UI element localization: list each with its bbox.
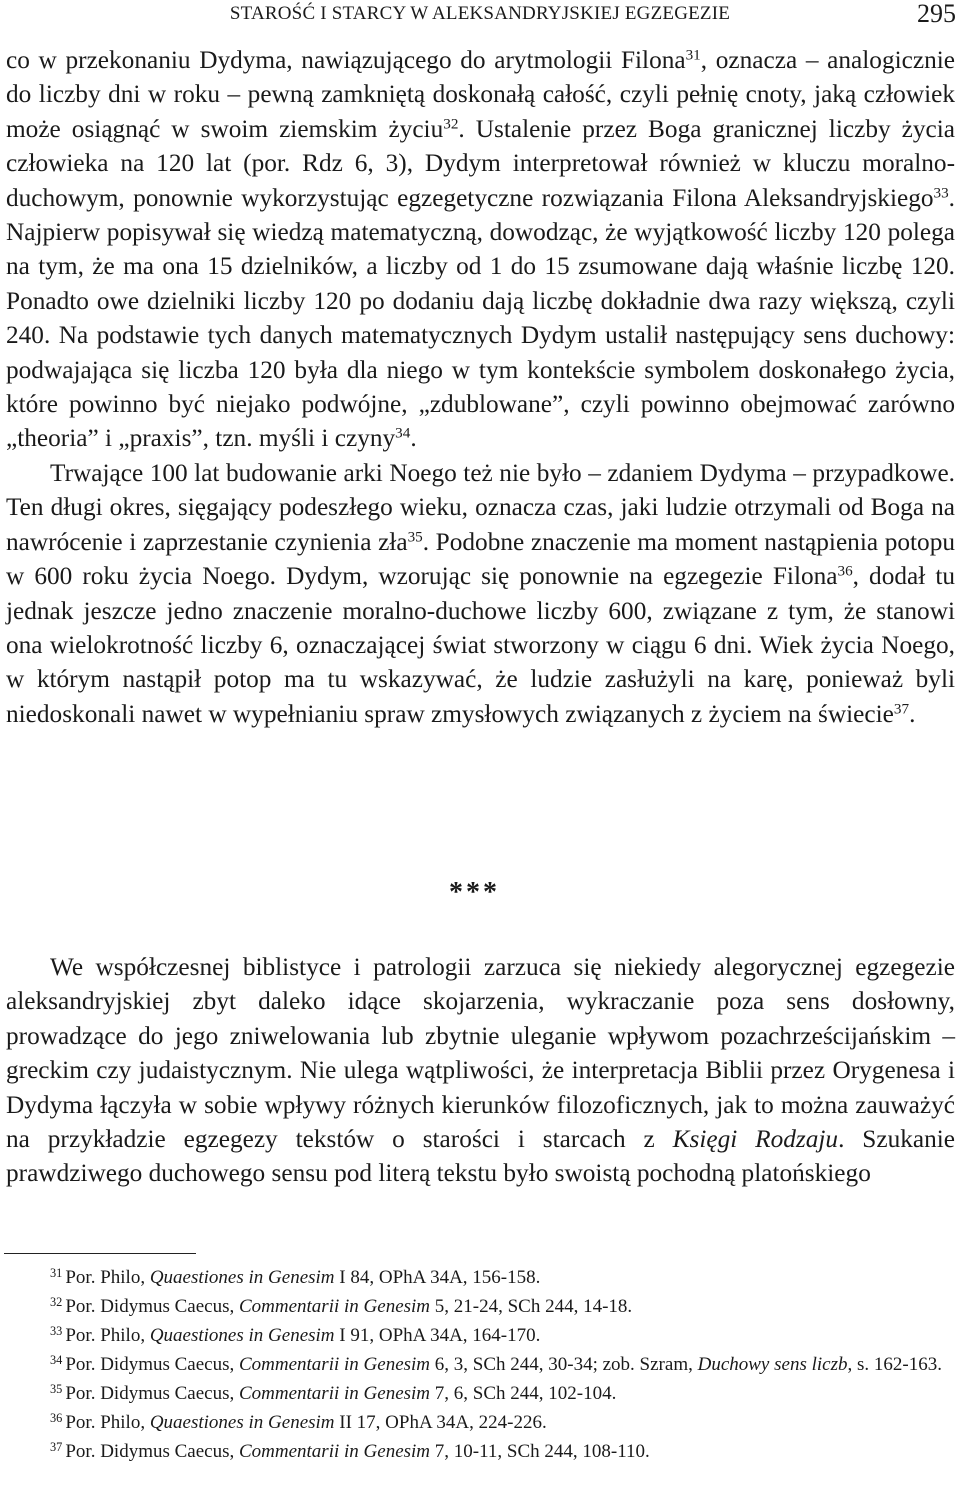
- text-run: 6, 3, SCh 244, 30-34; zob. Szram,: [430, 1354, 698, 1375]
- footnote-reference: 32: [443, 115, 459, 133]
- footnote: [4, 1263, 956, 1292]
- page-header: [4, 0, 956, 30]
- footnote-reference: 34: [395, 425, 411, 443]
- text-run: I 84, OPhA 34A, 156-158.: [334, 1267, 541, 1288]
- text-run: , oznacza – analogicznie do liczby dni w roku – pewną zamkniętą doskonałą całość, czyli pełnię cnoty, jaką człowiek może osiągnąć w swoim ziemskim życiu: [6, 46, 955, 143]
- section-separator: ***: [449, 877, 500, 908]
- footnote-reference: 33: [933, 184, 949, 202]
- text-run: co w przekonaniu Dydyma, nawiązującego do arytmologii Filona: [6, 46, 686, 74]
- italic-title: Quaestiones in Genesim: [149, 1267, 335, 1288]
- italic-title: Commentarii in Genesim: [238, 1383, 431, 1404]
- text-run: Por. Didymus Caecus,: [65, 1296, 239, 1317]
- text-run: , s. 162-163.: [847, 1354, 942, 1375]
- footnotes: [4, 1263, 956, 1466]
- footnote-reference: 37: [893, 700, 910, 718]
- footnote: [4, 1292, 956, 1321]
- footnote: [4, 1408, 956, 1437]
- text-run: I 91, OPhA 34A, 164-170.: [334, 1325, 541, 1346]
- italic-title: Quaestiones in Genesim: [149, 1325, 335, 1346]
- footnote-number: 31: [50, 1265, 63, 1280]
- footnote: [4, 1321, 956, 1350]
- text-run: . Podobne znaczenie ma moment nastąpienia potopu w 600 roku życia Noego. Dydym, wzorując się ponownie na egzegezie Filona: [6, 527, 955, 591]
- text-run: Por. Philo,: [65, 1267, 150, 1288]
- footnote-reference: 36: [837, 562, 853, 580]
- italic-title: Księgi Rodzaju: [672, 1125, 839, 1154]
- footnote: [4, 1437, 956, 1466]
- text-run: Trwające 100 lat budowanie arki Noego też nie było – zdaniem Dydyma – przypadkowe. Ten długi okres, sięgający podeszłego wieku, oznacza czas, jaki ludzie otrzymali od Boga na nawrócenie i zaprzestanie czynienia zła: [6, 458, 955, 556]
- text-run: . Najpierw popisywał się wiedzą matematyczną, dowodząc, że wyjątkowość liczby 120 polega na tym, że ma ona 15 dzielników, a liczby od 1 do 15 zsumowane dają właśnie liczbę 120. Ponadto owe dzielniki liczby 120 po dodaniu dają liczbę dokładnie dwa razy większą, czyli 240. Na podstawie tych danych matematycznych Dydym ustalił następujący sens duchowy: podwajająca się liczba 120 była dla niego w tym kontekście symbolem doskonałego życia, które powinno być niejako podwójne, „zdublowane”, czyli powinno obejmować zarówno „theoria” i „praxis”, tzn. myśli i czyny: [6, 183, 955, 453]
- text-run: 5, 21-24, SCh 244, 14-18.: [430, 1296, 633, 1317]
- text-run: . Ustalenie przez Boga granicznej liczby życia człowieka na 120 lat (por. Rdz 6, 3), Dydym interpretował również w kluczu moralno-duchowym, ponownie wykorzystując egzegetyczne rozwiązania Filona Aleksandryjskiego: [6, 114, 955, 212]
- footnote-rule: [4, 1253, 196, 1254]
- footnote: [4, 1379, 956, 1408]
- italic-title: Duchowy sens liczb: [697, 1354, 848, 1375]
- main-text-continued: [6, 950, 955, 1191]
- text-run: .: [909, 699, 916, 728]
- paragraph: [6, 456, 955, 731]
- text-run: We współczesnej biblistyce i patrologii zarzuca się niekiedy alegorycznej egzegezie aleksandryjskiej zbyt daleko idące skojarzenia, wykraczanie poza sens dosłowny, prowadzące do jego zniwelowania lub zbytnie uleganie wpływom pozachrześcijańskim – greckim czy judaistycznym. Nie ulega wątpliwości, że interpretacja Biblii przez Orygenesa i Dydyma łączyła w sobie wpływy różnych kierunków filozoficznych, jak to można zauważyć na przykładzie egzegezy tekstów o starości i starcach z: [6, 953, 955, 1154]
- footnote-number: 32: [50, 1294, 63, 1309]
- italic-title: Quaestiones in Genesim: [149, 1412, 335, 1433]
- page-number: 295: [917, 0, 956, 28]
- text-run: Por. Didymus Caecus,: [65, 1354, 239, 1375]
- text-run: II 17, OPhA 34A, 224-226.: [334, 1412, 547, 1433]
- footnote-reference: 31: [685, 46, 701, 64]
- paragraph: [6, 950, 955, 1191]
- text-run: , dodał tu jednak jeszcze jedno znaczenie moralno-duchowe liczby 600, związane z tym, że stanowi ona wielokrotność liczby 6, oznaczającej świat stworzony w ciągu 6 dni. Wiek życia Noego, w którym nastąpił potop ma tu wskazywać, że ludzie zasłużyli na karę, ponieważ byli niedoskonali nawet w wypełnianiu spraw zmysłowych związanych z życiem na świecie: [6, 562, 956, 728]
- text-run: Por. Philo,: [65, 1325, 150, 1346]
- footnote-number: 37: [50, 1439, 63, 1454]
- main-text: [6, 43, 955, 731]
- footnote-number: 34: [50, 1352, 63, 1367]
- footnote-reference: 35: [407, 528, 423, 546]
- text-run: . Szukanie prawdziwego duchowego sensu pod literą tekstu było swoistą pochodną platońskiego: [6, 1125, 955, 1188]
- text-run: Por. Didymus Caecus,: [65, 1383, 239, 1404]
- italic-title: Commentarii in Genesim: [238, 1354, 431, 1375]
- footnote-number: 35: [50, 1381, 63, 1396]
- running-title: STAROŚĆ I STARCY W ALEKSANDRYJSKIEJ EGZEGEZIE: [229, 3, 731, 24]
- footnote-number: 33: [50, 1323, 63, 1338]
- text-run: Por. Didymus Caecus,: [65, 1441, 239, 1462]
- text-run: Por. Philo,: [65, 1412, 150, 1433]
- text-run: 7, 10-11, SCh 244, 108-110.: [430, 1441, 650, 1462]
- text-run: 7, 6, SCh 244, 102-104.: [430, 1383, 617, 1404]
- footnote: [4, 1350, 956, 1379]
- italic-title: Commentarii in Genesim: [238, 1296, 431, 1317]
- text-run: .: [410, 424, 417, 453]
- footnote-number: 36: [50, 1410, 63, 1425]
- italic-title: Commentarii in Genesim: [238, 1441, 431, 1462]
- paragraph: [6, 43, 955, 456]
